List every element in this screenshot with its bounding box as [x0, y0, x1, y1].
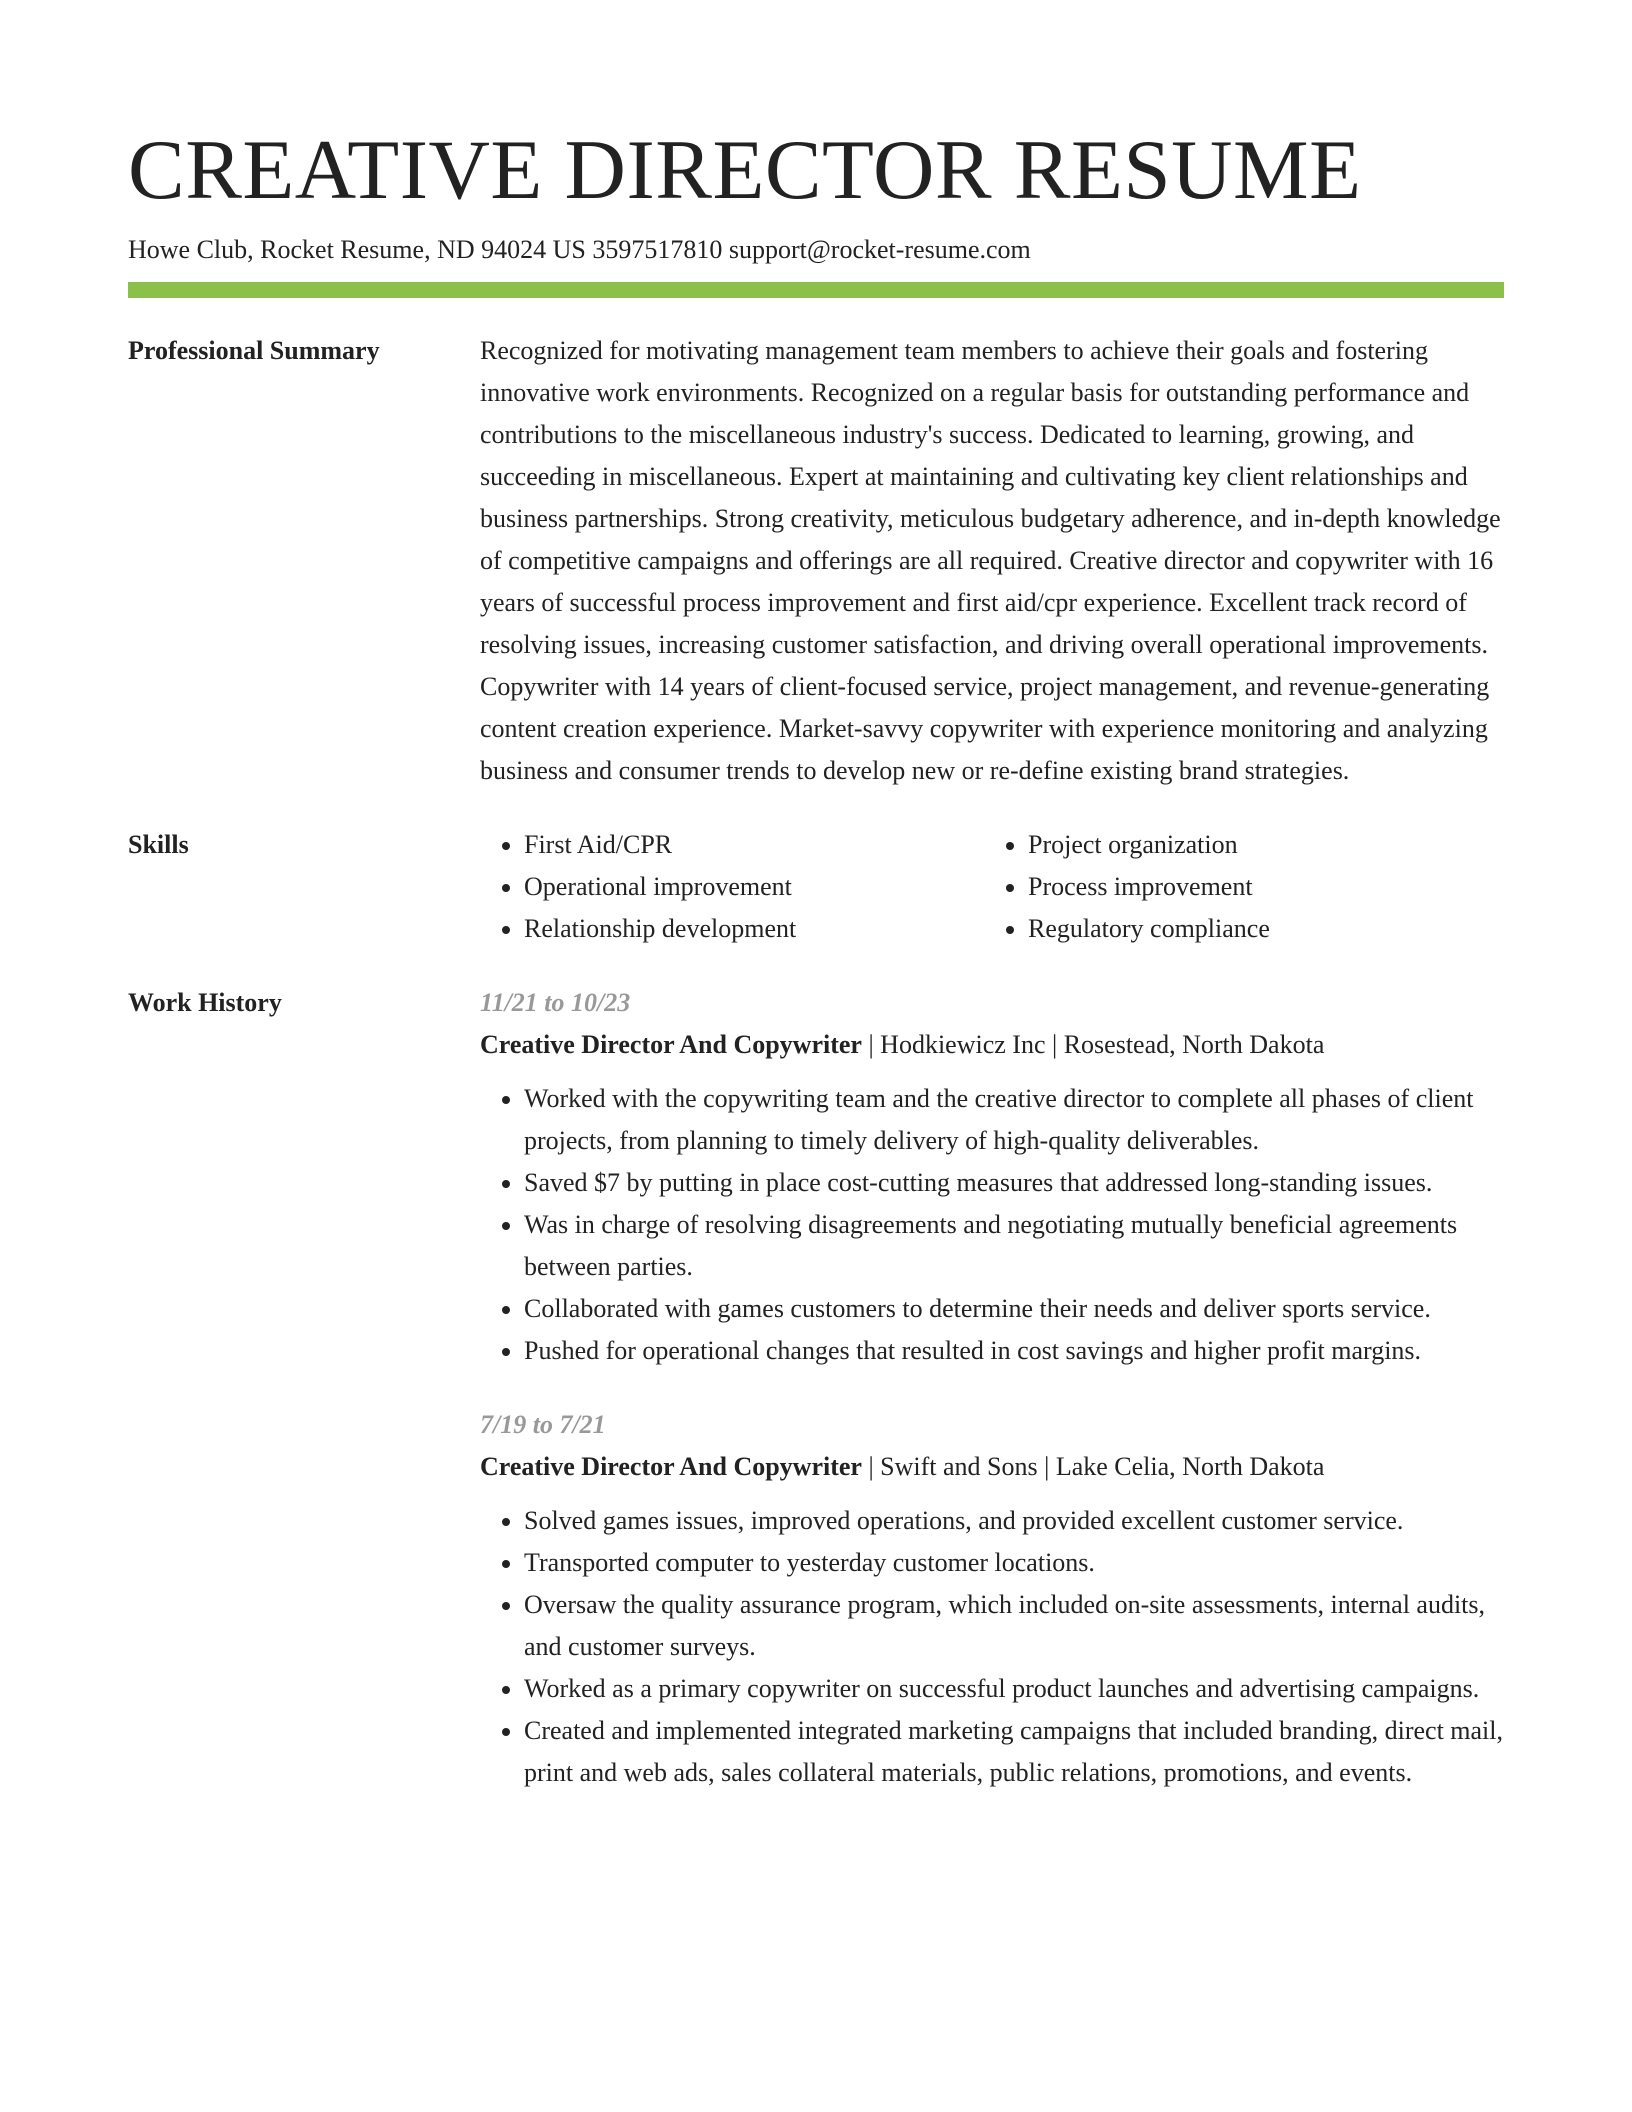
skills-column-right [984, 824, 1488, 950]
resume-page [128, 120, 1504, 1794]
skills-label: Skills [128, 830, 189, 859]
job-bullet: • Collaborated with games customers to determine their needs and deliver sports service. [524, 1288, 1504, 1330]
job-bullet: • Worked with the copywriting team and the creative director to complete all phases of client projects, from planning to timely delivery of high-quality deliverables. [524, 1078, 1504, 1162]
job-header [480, 1446, 1504, 1488]
job-bullet: • Worked as a primary copywriter on successful product launches and advertising campaigns. [524, 1668, 1504, 1710]
contact-line: Howe Club, Rocket Resume, ND 94024 US 3597517810 support@rocket-resume.com [128, 235, 1031, 264]
work-history-label: Work History [128, 988, 282, 1017]
skill-item: • Operational improvement [524, 866, 984, 908]
skill-item: • Project organization [1028, 824, 1488, 866]
job-bullets [480, 1500, 1504, 1794]
job-bullet: • Was in charge of resolving disagreements and negotiating mutually beneficial agreements between parties. [524, 1204, 1504, 1288]
summary-text: Recognized for motivating management team members to achieve their goals and fostering innovative work environments. Recognized on a regular basis for outstanding performance and contributions to the miscellaneous industry's success. Dedicated to learning, growing, and succeeding in miscellaneous. Expert at maintaining and cultivating key client relationships and business partnerships. Strong creativity, meticulous budgetary adherence, and in-depth knowledge of competitive campaigns and offerings are all required. Creative director and copywriter with 16 years of successful process improvement and first aid/cpr experience. Excellent track record of resolving issues, increasing customer satisfaction, and driving overall operational improvements. Copywriter with 14 years of client-focused service, project management, and revenue-generating content creation experience. Market-savvy copywriter with experience monitoring and analyzing business and consumer trends to develop new or re-define existing brand strategies. [480, 336, 1501, 785]
job-header [480, 1024, 1504, 1066]
skill-item: • Regulatory compliance [1028, 908, 1488, 950]
resume-title: CREATIVE DIRECTOR RESUME [128, 123, 1362, 217]
job-bullets [480, 1078, 1504, 1372]
skills-grid [480, 824, 1504, 950]
job-title: Creative Director And Copywriter [480, 1030, 862, 1059]
job-bullet: • Created and implemented integrated marketing campaigns that included branding, direct mail, print and web ads, sales collateral materials, public relations, promotions, and events. [524, 1710, 1504, 1794]
job-bullet: • Oversaw the quality assurance program, which included on-site assessments, internal audits, and customer surveys. [524, 1584, 1504, 1668]
skills-column-left [480, 824, 984, 950]
summary-section [128, 330, 1504, 792]
job-title: Creative Director And Copywriter [480, 1452, 862, 1481]
job-dates: 11/21 to 10/23 [480, 988, 631, 1017]
job-bullet: • Transported computer to yesterday customer locations. [524, 1542, 1504, 1584]
skill-item: • Relationship development [524, 908, 984, 950]
job-bullet: • Saved $7 by putting in place cost-cutting measures that addressed long-standing issues. [524, 1162, 1504, 1204]
work-history-section [128, 982, 1504, 1794]
job-company-location: | Hodkiewicz Inc | Rosestead, North Dakota [861, 1030, 1325, 1059]
job-bullet: • Solved games issues, improved operations, and provided excellent customer service. [524, 1500, 1504, 1542]
job-entry [480, 1404, 1504, 1794]
skill-item: • First Aid/CPR [524, 824, 984, 866]
accent-divider [128, 282, 1504, 298]
job-entry [480, 982, 1504, 1372]
skill-item: • Process improvement [1028, 866, 1488, 908]
job-dates: 7/19 to 7/21 [480, 1410, 606, 1439]
summary-label: Professional Summary [128, 336, 380, 365]
job-bullet: • Pushed for operational changes that resulted in cost savings and higher profit margins. [524, 1330, 1504, 1372]
skills-section [128, 824, 1504, 950]
job-company-location: | Swift and Sons | Lake Celia, North Dakota [861, 1452, 1325, 1481]
